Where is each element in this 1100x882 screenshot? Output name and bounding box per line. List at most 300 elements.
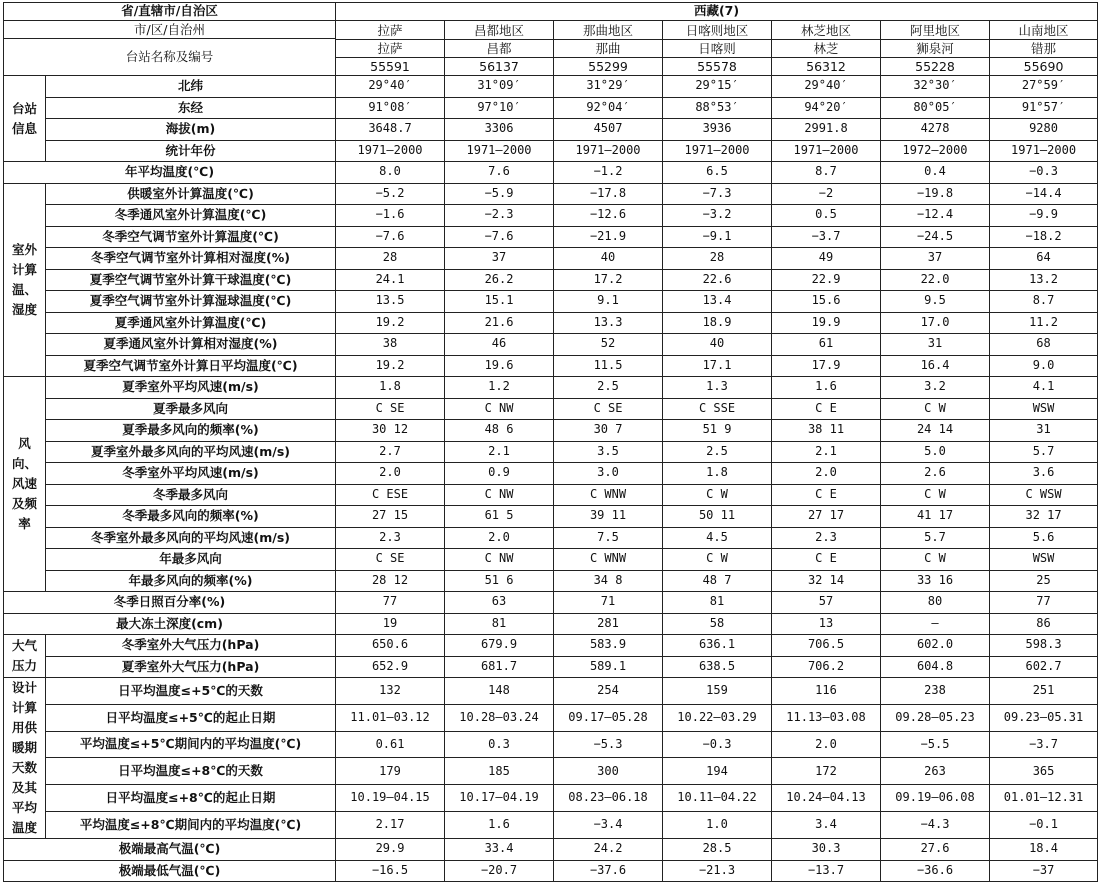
- table-row: [4, 226, 1098, 248]
- data-cell: 254: [554, 678, 663, 705]
- station-id: 55591: [336, 57, 444, 75]
- data-cell: 10.24—04.13: [772, 785, 881, 812]
- data-cell: 57: [772, 592, 881, 614]
- data-cell: 31: [990, 420, 1098, 442]
- row-label: 冬季最多风向: [46, 484, 336, 506]
- table-row: [4, 76, 1098, 98]
- data-cell: 11.01—03.12: [336, 704, 445, 731]
- data-cell: 9.5: [881, 291, 990, 313]
- data-cell: 22.6: [663, 269, 772, 291]
- data-cell: 37: [881, 248, 990, 270]
- station-name: 昌都: [445, 39, 553, 57]
- row-label: 日平均温度≤+8℃的天数: [46, 758, 336, 785]
- data-cell: −3.7: [990, 731, 1098, 758]
- station-header-cell: [336, 21, 445, 76]
- data-cell: 3.2: [881, 377, 990, 399]
- table-row: [4, 860, 1098, 882]
- data-cell: 7.6: [445, 162, 554, 184]
- row-label: 北纬: [46, 76, 336, 98]
- data-cell: 94°20′: [772, 97, 881, 119]
- data-cell: 148: [445, 678, 554, 705]
- row-label: 夏季通风室外计算相对湿度(%): [46, 334, 336, 356]
- data-cell: 1971—2000: [336, 140, 445, 162]
- data-cell: 09.23—05.31: [990, 704, 1098, 731]
- data-cell: 636.1: [663, 635, 772, 657]
- data-cell: 29°40′: [772, 76, 881, 98]
- row-label: 极端最高气温(℃): [4, 839, 336, 861]
- data-cell: 681.7: [445, 656, 554, 678]
- data-cell: 40: [663, 334, 772, 356]
- data-cell: 13.2: [990, 269, 1098, 291]
- data-cell: 172: [772, 758, 881, 785]
- data-cell: 3.5: [554, 441, 663, 463]
- data-cell: 80°05′: [881, 97, 990, 119]
- table-row: [4, 441, 1098, 463]
- station-header-cell: [881, 21, 990, 76]
- data-cell: 1.8: [663, 463, 772, 485]
- data-cell: C E: [772, 398, 881, 420]
- row-label: 夏季室外平均风速(m/s): [46, 377, 336, 399]
- data-cell: 68: [990, 334, 1098, 356]
- table-row: [4, 291, 1098, 313]
- data-cell: 2.6: [881, 463, 990, 485]
- data-cell: 24 14: [881, 420, 990, 442]
- row-label: 日平均温度≤+5℃的起止日期: [46, 704, 336, 731]
- data-cell: 10.28—03.24: [445, 704, 554, 731]
- data-cell: 28 12: [336, 570, 445, 592]
- row-label: 日平均温度≤+8℃的起止日期: [46, 785, 336, 812]
- data-cell: 19: [336, 613, 445, 635]
- table-row: [4, 205, 1098, 227]
- row-label: 冬季日照百分率(%): [4, 592, 336, 614]
- data-cell: 91°08′: [336, 97, 445, 119]
- data-cell: 1971—2000: [445, 140, 554, 162]
- data-cell: 32°30′: [881, 76, 990, 98]
- data-cell: 22.9: [772, 269, 881, 291]
- data-cell: 86: [990, 613, 1098, 635]
- data-cell: 7.5: [554, 527, 663, 549]
- data-cell: 0.3: [445, 731, 554, 758]
- table-row: [4, 183, 1098, 205]
- data-cell: 598.3: [990, 635, 1098, 657]
- station-label: 台站名称及编号: [4, 38, 335, 75]
- table-row: [4, 592, 1098, 614]
- city-name: 阿里地区: [910, 22, 961, 38]
- group-label: 设计计算用供暖期天数及其平均温度: [4, 678, 46, 839]
- data-cell: 9.1: [554, 291, 663, 313]
- data-cell: 81: [445, 613, 554, 635]
- data-cell: 2.3: [772, 527, 881, 549]
- data-cell: 5.6: [990, 527, 1098, 549]
- data-cell: 11.2: [990, 312, 1098, 334]
- station-id: 55228: [881, 57, 989, 75]
- data-cell: 29°40′: [336, 76, 445, 98]
- data-cell: 08.23—06.18: [554, 785, 663, 812]
- table-row: [4, 758, 1098, 785]
- table-row: [4, 463, 1098, 485]
- row-label: 夏季最多风向: [46, 398, 336, 420]
- city-name: 日喀则地区: [685, 22, 749, 38]
- data-cell: 80: [881, 592, 990, 614]
- data-cell: 5.0: [881, 441, 990, 463]
- data-cell: 8.0: [336, 162, 445, 184]
- data-cell: 48 6: [445, 420, 554, 442]
- data-cell: 1971—2000: [554, 140, 663, 162]
- data-cell: 2.17: [336, 812, 445, 839]
- data-cell: 2.7: [336, 441, 445, 463]
- data-cell: 2.5: [554, 377, 663, 399]
- data-cell: C SE: [336, 549, 445, 571]
- data-cell: 10.22—03.29: [663, 704, 772, 731]
- data-cell: 638.5: [663, 656, 772, 678]
- data-cell: 38 11: [772, 420, 881, 442]
- data-cell: 1.2: [445, 377, 554, 399]
- table-row: [4, 785, 1098, 812]
- table-row: [4, 678, 1098, 705]
- data-cell: 3936: [663, 119, 772, 141]
- station-header-cell: [990, 21, 1098, 76]
- data-cell: −2.3: [445, 205, 554, 227]
- station-name: 错那: [990, 39, 1097, 57]
- row-label: 年最多风向: [46, 549, 336, 571]
- data-cell: 10.11—04.22: [663, 785, 772, 812]
- data-cell: 37: [445, 248, 554, 270]
- data-cell: C W: [663, 549, 772, 571]
- table-row: [4, 731, 1098, 758]
- data-cell: 26.2: [445, 269, 554, 291]
- table-row: [4, 704, 1098, 731]
- data-cell: −9.1: [663, 226, 772, 248]
- data-cell: 602.7: [990, 656, 1098, 678]
- data-cell: −5.5: [881, 731, 990, 758]
- data-cell: C W: [881, 398, 990, 420]
- data-cell: 52: [554, 334, 663, 356]
- data-cell: −1.2: [554, 162, 663, 184]
- row-label: 供暖室外计算温度(℃): [46, 183, 336, 205]
- data-cell: C NW: [445, 549, 554, 571]
- data-cell: 5.7: [881, 527, 990, 549]
- row-label: 夏季室外最多风向的平均风速(m/s): [46, 441, 336, 463]
- data-cell: 650.6: [336, 635, 445, 657]
- data-cell: 27.6: [881, 839, 990, 861]
- data-cell: 27°59′: [990, 76, 1098, 98]
- data-cell: −18.2: [990, 226, 1098, 248]
- data-cell: C WSW: [990, 484, 1098, 506]
- data-cell: 09.28—05.23: [881, 704, 990, 731]
- group-label: 风向、风速及频率: [4, 377, 46, 592]
- data-cell: 17.2: [554, 269, 663, 291]
- data-cell: 583.9: [554, 635, 663, 657]
- data-cell: 01.01—12.31: [990, 785, 1098, 812]
- data-cell: C WNW: [554, 549, 663, 571]
- row-label: 夏季最多风向的频率(%): [46, 420, 336, 442]
- station-header-cell: [554, 21, 663, 76]
- data-cell: WSW: [990, 398, 1098, 420]
- province-name: 西藏(7): [336, 3, 1098, 21]
- data-cell: −17.8: [554, 183, 663, 205]
- data-cell: 11.13—03.08: [772, 704, 881, 731]
- data-cell: 38: [336, 334, 445, 356]
- data-cell: 28.5: [663, 839, 772, 861]
- row-label: 海拔(m): [46, 119, 336, 141]
- data-cell: 39 11: [554, 506, 663, 528]
- data-cell: 185: [445, 758, 554, 785]
- data-cell: 51 6: [445, 570, 554, 592]
- data-cell: −5.9: [445, 183, 554, 205]
- table-row: [4, 97, 1098, 119]
- data-cell: 19.2: [336, 355, 445, 377]
- city-station-header-row: [4, 21, 1098, 76]
- table-row: [4, 377, 1098, 399]
- data-cell: 3.6: [990, 463, 1098, 485]
- table-row: [4, 312, 1098, 334]
- data-cell: 29°15′: [663, 76, 772, 98]
- row-label: 夏季通风室外计算温度(℃): [46, 312, 336, 334]
- data-cell: 27 17: [772, 506, 881, 528]
- data-cell: 21.6: [445, 312, 554, 334]
- data-cell: C NW: [445, 398, 554, 420]
- data-cell: −21.9: [554, 226, 663, 248]
- data-cell: 0.4: [881, 162, 990, 184]
- data-cell: 29.9: [336, 839, 445, 861]
- data-cell: 18.9: [663, 312, 772, 334]
- data-cell: −4.3: [881, 812, 990, 839]
- data-cell: 2.0: [445, 527, 554, 549]
- data-cell: −36.6: [881, 860, 990, 882]
- data-cell: 13.5: [336, 291, 445, 313]
- table-row: [4, 398, 1098, 420]
- data-cell: 30 12: [336, 420, 445, 442]
- data-cell: 28: [336, 248, 445, 270]
- data-cell: 1.8: [336, 377, 445, 399]
- data-cell: −7.3: [663, 183, 772, 205]
- data-cell: 32 14: [772, 570, 881, 592]
- data-cell: 1971—2000: [663, 140, 772, 162]
- data-cell: 159: [663, 678, 772, 705]
- data-cell: WSW: [990, 549, 1098, 571]
- station-header-cell: [445, 21, 554, 76]
- data-cell: 19.6: [445, 355, 554, 377]
- data-cell: 63: [445, 592, 554, 614]
- data-cell: 17.9: [772, 355, 881, 377]
- data-cell: C WNW: [554, 484, 663, 506]
- data-cell: 19.9: [772, 312, 881, 334]
- data-cell: 604.8: [881, 656, 990, 678]
- data-cell: 81: [663, 592, 772, 614]
- station-name: 那曲: [554, 39, 662, 57]
- data-cell: 3.0: [554, 463, 663, 485]
- data-cell: 8.7: [990, 291, 1098, 313]
- data-cell: 27 15: [336, 506, 445, 528]
- data-cell: 28: [663, 248, 772, 270]
- data-cell: 30.3: [772, 839, 881, 861]
- data-cell: 2.5: [663, 441, 772, 463]
- data-cell: −24.5: [881, 226, 990, 248]
- data-cell: 116: [772, 678, 881, 705]
- data-cell: −5.3: [554, 731, 663, 758]
- station-id: 55690: [990, 57, 1097, 75]
- table-row: [4, 570, 1098, 592]
- data-cell: −3.2: [663, 205, 772, 227]
- data-cell: 61: [772, 334, 881, 356]
- row-label: 冬季室外大气压力(hPa): [46, 635, 336, 657]
- table-row: [4, 140, 1098, 162]
- station-id: 56312: [772, 57, 880, 75]
- data-cell: −2: [772, 183, 881, 205]
- city-name: 林芝地区: [801, 22, 852, 38]
- data-cell: 4.1: [990, 377, 1098, 399]
- row-label: 冬季通风室外计算温度(℃): [46, 205, 336, 227]
- data-cell: 09.19—06.08: [881, 785, 990, 812]
- row-label: 冬季空气调节室外计算温度(℃): [46, 226, 336, 248]
- data-cell: 679.9: [445, 635, 554, 657]
- data-cell: 31°09′: [445, 76, 554, 98]
- data-cell: 13.3: [554, 312, 663, 334]
- group-label: 台站信息: [4, 76, 46, 162]
- data-cell: 179: [336, 758, 445, 785]
- data-cell: 77: [990, 592, 1098, 614]
- climate-data-table: [3, 2, 1098, 882]
- data-cell: −3.7: [772, 226, 881, 248]
- row-label: 冬季室外最多风向的平均风速(m/s): [46, 527, 336, 549]
- table-row: [4, 248, 1098, 270]
- data-cell: 33 16: [881, 570, 990, 592]
- data-cell: 9.0: [990, 355, 1098, 377]
- table-row: [4, 162, 1098, 184]
- data-cell: 24.1: [336, 269, 445, 291]
- group-label: 室外计算温、湿度: [4, 183, 46, 377]
- data-cell: 132: [336, 678, 445, 705]
- data-cell: 263: [881, 758, 990, 785]
- data-cell: 16.4: [881, 355, 990, 377]
- data-cell: 24.2: [554, 839, 663, 861]
- row-label: 夏季空气调节室外计算湿球温度(℃): [46, 291, 336, 313]
- table-row: [4, 334, 1098, 356]
- table-row: [4, 420, 1098, 442]
- city-station-label-cell: [4, 21, 336, 76]
- data-cell: −21.3: [663, 860, 772, 882]
- data-cell: 652.9: [336, 656, 445, 678]
- data-cell: 194: [663, 758, 772, 785]
- data-cell: 251: [990, 678, 1098, 705]
- data-cell: 1.6: [445, 812, 554, 839]
- data-cell: 2.0: [336, 463, 445, 485]
- data-cell: 1972—2000: [881, 140, 990, 162]
- data-cell: 11.5: [554, 355, 663, 377]
- data-cell: −12.6: [554, 205, 663, 227]
- data-cell: C W: [663, 484, 772, 506]
- data-cell: 589.1: [554, 656, 663, 678]
- data-cell: 71: [554, 592, 663, 614]
- data-cell: 238: [881, 678, 990, 705]
- city-label: 市/区/自治州: [134, 22, 205, 37]
- data-cell: −12.4: [881, 205, 990, 227]
- table-row: [4, 656, 1098, 678]
- station-name: 日喀则: [663, 39, 771, 57]
- data-cell: C SE: [336, 398, 445, 420]
- row-label: 统计年份: [46, 140, 336, 162]
- data-cell: 92°04′: [554, 97, 663, 119]
- data-cell: 0.9: [445, 463, 554, 485]
- row-label: 冬季室外平均风速(m/s): [46, 463, 336, 485]
- data-cell: −16.5: [336, 860, 445, 882]
- data-cell: 31°29′: [554, 76, 663, 98]
- data-cell: C W: [881, 549, 990, 571]
- data-cell: 51 9: [663, 420, 772, 442]
- data-cell: 40: [554, 248, 663, 270]
- data-cell: C E: [772, 484, 881, 506]
- data-cell: 300: [554, 758, 663, 785]
- data-cell: 2.1: [445, 441, 554, 463]
- data-cell: 22.0: [881, 269, 990, 291]
- row-label: 日平均温度≤+5℃的天数: [46, 678, 336, 705]
- data-cell: 4507: [554, 119, 663, 141]
- data-cell: 5.7: [990, 441, 1098, 463]
- data-cell: 13: [772, 613, 881, 635]
- data-cell: 4278: [881, 119, 990, 141]
- data-cell: 58: [663, 613, 772, 635]
- data-cell: C W: [881, 484, 990, 506]
- table-row: [4, 613, 1098, 635]
- data-cell: 41 17: [881, 506, 990, 528]
- data-cell: 0.5: [772, 205, 881, 227]
- table-row: [4, 635, 1098, 657]
- data-cell: 49: [772, 248, 881, 270]
- station-id: 55578: [663, 57, 771, 75]
- data-cell: 2.0: [772, 463, 881, 485]
- data-cell: 48 7: [663, 570, 772, 592]
- data-cell: 64: [990, 248, 1098, 270]
- city-name: 山南地区: [1018, 22, 1069, 38]
- data-cell: 17.1: [663, 355, 772, 377]
- table-row: [4, 812, 1098, 839]
- table-row: [4, 839, 1098, 861]
- row-label: 最大冻土深度(cm): [4, 613, 336, 635]
- data-cell: 1971—2000: [990, 140, 1098, 162]
- data-cell: −5.2: [336, 183, 445, 205]
- data-cell: −14.4: [990, 183, 1098, 205]
- data-cell: 8.7: [772, 162, 881, 184]
- data-cell: 1.0: [663, 812, 772, 839]
- station-header-cell: [663, 21, 772, 76]
- station-id: 55299: [554, 57, 662, 75]
- data-cell: 2.3: [336, 527, 445, 549]
- data-cell: −1.6: [336, 205, 445, 227]
- data-cell: 61 5: [445, 506, 554, 528]
- data-cell: 281: [554, 613, 663, 635]
- table-row: [4, 549, 1098, 571]
- city-name: 拉萨: [377, 22, 403, 38]
- data-cell: −20.7: [445, 860, 554, 882]
- data-cell: −7.6: [336, 226, 445, 248]
- station-name: 狮泉河: [881, 39, 989, 57]
- table-row: [4, 484, 1098, 506]
- data-cell: 9280: [990, 119, 1098, 141]
- station-name: 林芝: [772, 39, 880, 57]
- data-cell: −37.6: [554, 860, 663, 882]
- data-cell: 18.4: [990, 839, 1098, 861]
- province-row: [4, 3, 1098, 21]
- table-row: [4, 506, 1098, 528]
- data-cell: 34 8: [554, 570, 663, 592]
- table-row: [4, 119, 1098, 141]
- data-cell: 3.4: [772, 812, 881, 839]
- data-cell: 30 7: [554, 420, 663, 442]
- province-label: 省/直辖市/自治区: [4, 3, 336, 21]
- row-label: 东经: [46, 97, 336, 119]
- row-label: 冬季空气调节室外计算相对湿度(%): [46, 248, 336, 270]
- row-label: 年最多风向的频率(%): [46, 570, 336, 592]
